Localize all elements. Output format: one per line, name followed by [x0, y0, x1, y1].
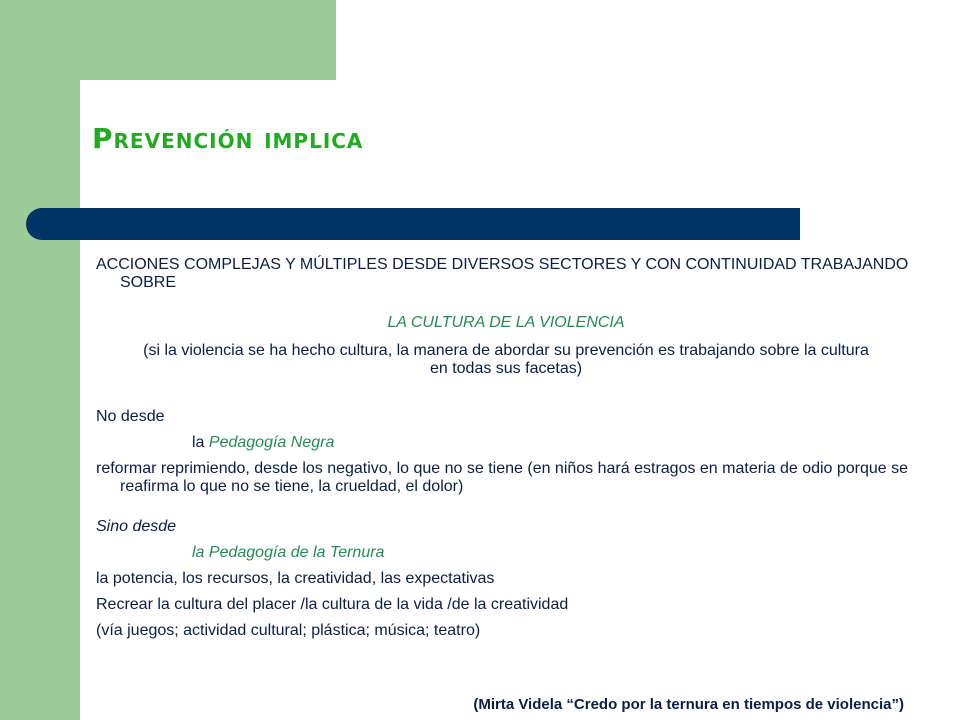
culture-note: (si la violencia se ha hecho cultura, la manera de abordar su prevención es trabajando sobre la cultura en todas sus facetas) — [143, 342, 869, 377]
recrear-text: Recrear la cultura del placer /la cultura de la vida /de la creatividad — [96, 596, 569, 613]
reformar-text: reformar reprimiendo, desde los negativo, lo que no se tiene (en niños hará estragos en materia de odio porque se reafirma lo que no se tiene, la crueldad, el dolor) — [96, 460, 909, 495]
via-text: (vía juegos; actividad cultural; plástica; música; teatro) — [96, 622, 481, 639]
slide-title: Prevención implica — [92, 122, 364, 155]
culture-heading: LA CULTURA DE LA VIOLENCIA — [387, 314, 625, 331]
potencia-text: la potencia, los recursos, la creatividad, las expectativas — [96, 570, 495, 587]
pedagogia-ternura-label: la Pedagogía de la Ternura — [192, 544, 385, 561]
citation: (Mirta Videla “Credo por la ternura en tiempos de violencia”) — [473, 696, 904, 713]
la-article: la — [192, 434, 209, 451]
intro-text: ACCIONES COMPLEJAS Y MÚLTIPLES DESDE DIVERSOS SECTORES Y CON CONTINUIDAD TRABAJANDO SOBRE — [96, 256, 909, 291]
left-green-band — [0, 0, 80, 720]
top-green-block — [80, 0, 336, 80]
sino-desde-text: Sino desde — [96, 518, 177, 535]
slide-content — [96, 256, 916, 640]
no-desde-text: No desde — [96, 408, 165, 425]
pedagogia-negra-label: Pedagogía Negra — [208, 434, 335, 451]
pedagogia-negra-line — [96, 434, 916, 452]
title-underline-bar — [26, 208, 800, 240]
